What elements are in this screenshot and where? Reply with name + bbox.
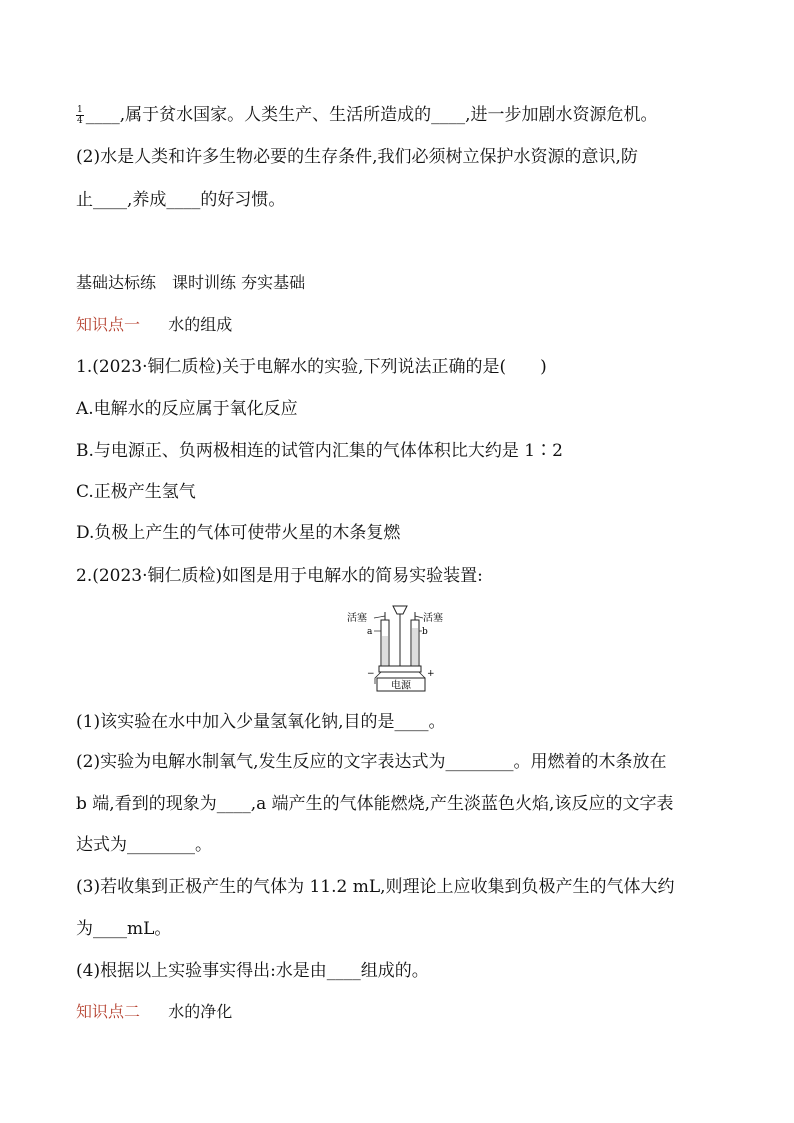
knowledge-point-1-label: 知识点一 xyxy=(76,315,141,334)
left-tube-water xyxy=(382,636,388,667)
right-valve-label: 活塞 xyxy=(423,613,443,624)
q2-part-4: (4)根据以上实验事实得出:水是由____组成的。 xyxy=(76,961,429,981)
positive-sign: + xyxy=(427,669,435,679)
q1-option-a: A.电解水的反应属于氧化反应 xyxy=(76,399,298,419)
intro-line-1 xyxy=(76,104,658,126)
negative-sign: − xyxy=(367,669,375,679)
q2-stem: 2.(2023·铜仁质检)如图是用于电解水的简易实验装置: xyxy=(76,566,483,586)
power-supply-label: 电源 xyxy=(391,680,411,692)
q1-option-d: D.负极上产生的气体可使带火星的木条复燃 xyxy=(76,523,401,543)
section-title: 基础达标练 课时训练 夯实基础 xyxy=(76,273,306,292)
intro-line-2: (2)水是人类和许多生物必要的生存条件,我们必须树立保护水资源的意识,防 xyxy=(76,147,638,167)
reservoir-funnel xyxy=(393,606,407,614)
q2-part-2-line-1: (2)实验为电解水制氧气,发生反应的文字表达式为________。用燃着的木条放在 xyxy=(76,752,667,772)
knowledge-point-2-label: 知识点二 xyxy=(76,1002,141,1021)
q2-part-1: (1)该实验在水中加入少量氢氧化钠,目的是____。 xyxy=(76,712,446,732)
q2-part-2-line-2: b 端,看到的现象为____,a 端产生的气体能燃烧,产生淡蓝色火焰,该反应的文字表 xyxy=(76,794,674,814)
electrolysis-apparatus-figure xyxy=(345,596,455,692)
left-valve-pointer xyxy=(374,616,385,618)
knowledge-point-1 xyxy=(76,314,232,336)
q1-stem: 1.(2023·铜仁质检)关于电解水的实验,下列说法正确的是( ) xyxy=(76,357,547,377)
q1-option-c: C.正极产生氢气 xyxy=(76,482,196,502)
left-valve-label: 活塞 xyxy=(347,613,367,624)
label-b: b xyxy=(422,627,428,637)
intro-line-1-text: ____,属于贫水国家。人类生产、生活所造成的____,进一步加剧水资源危机。 xyxy=(85,105,658,125)
q2-part-2-line-3: 达式为________。 xyxy=(76,835,212,855)
intro-line-3: 止____,养成____的好习惯。 xyxy=(76,190,286,210)
knowledge-point-1-title: 水的组成 xyxy=(168,315,233,334)
q1-option-b: B.与电源正、负两极相连的试管内汇集的气体体积比大约是 1∶2 xyxy=(76,441,563,461)
fraction-one-quarter: $\frac{1}{4}$ xyxy=(77,105,83,126)
right-valve-pointer xyxy=(415,616,423,618)
q2-part-3-line-2: 为____mL。 xyxy=(76,919,172,939)
q2-part-3-line-1: (3)若收集到正极产生的气体为 11.2 mL,则理论上应收集到负极产生的气体大约 xyxy=(76,877,675,897)
right-tube-water xyxy=(412,628,418,667)
apparatus-base xyxy=(379,666,421,672)
knowledge-point-2-title: 水的净化 xyxy=(168,1002,233,1021)
knowledge-point-2 xyxy=(76,1001,232,1023)
label-a: a xyxy=(367,627,373,637)
